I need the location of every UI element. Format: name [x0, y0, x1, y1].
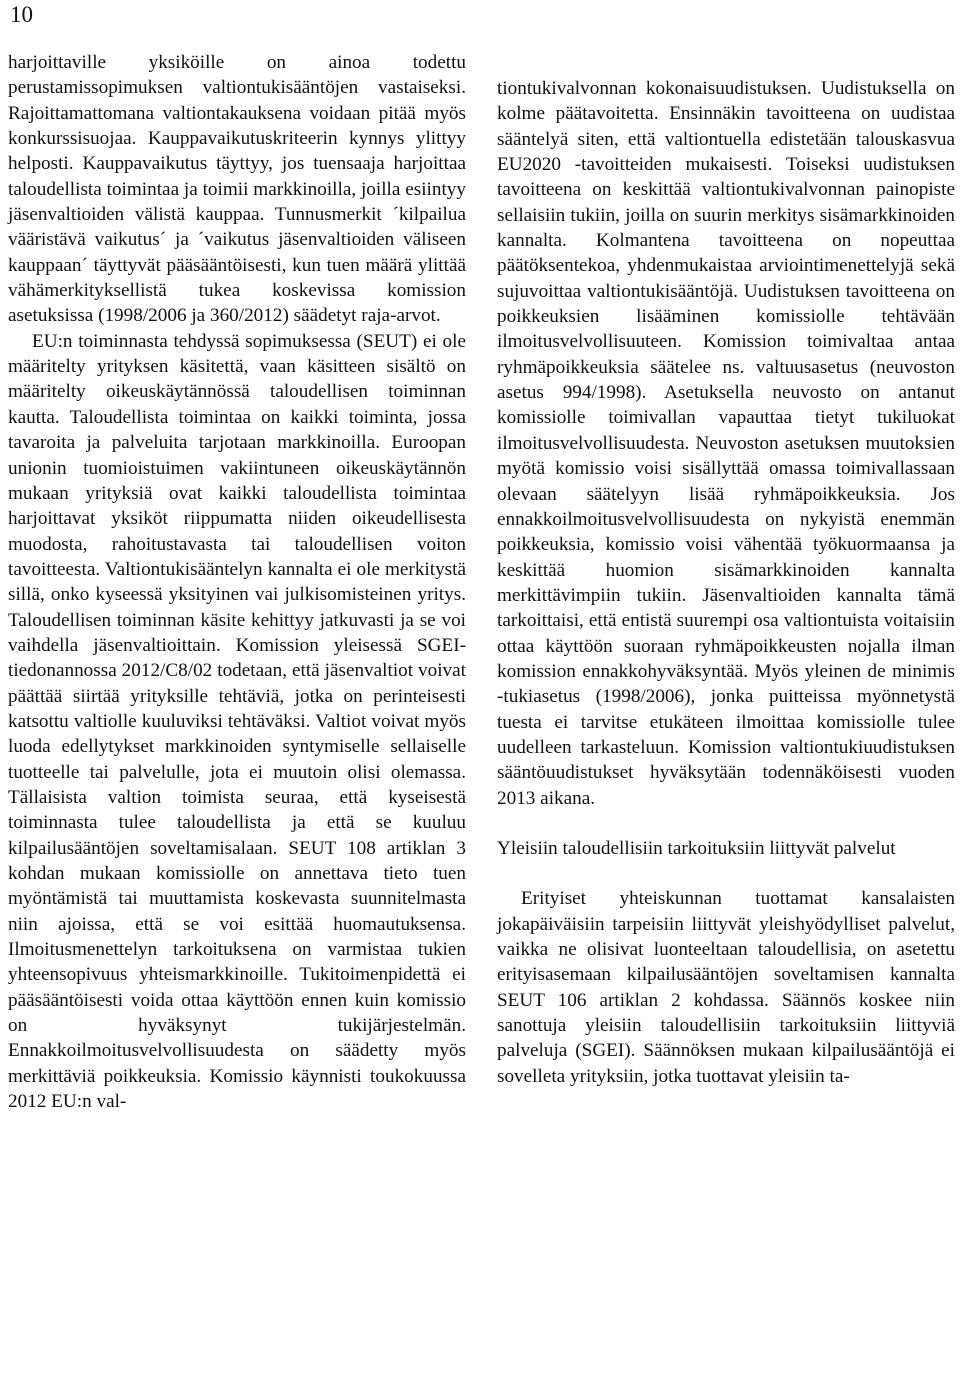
right-column [497, 76, 955, 1089]
left-paragraph-2: EU:n toiminnasta tehdyssä sopimuksessa (SEUT) ei ole määritelty yrityksen käsitettä, vaan käsitteen sisältö on määritelty oikeuskäytännössä taloudellisen toiminnan kautta. Taloudellista toimintaa on kaikki toiminta, jossa tavaroita ja palveluita tarjotaan markkinoilla. Euroopan unionin tuomioistuimen vakiintuneen oikeuskäytännön mukaan yrityksiä ovat kaikki taloudellista toimintaa harjoittavat yksiköt riippumatta niiden oikeudellisesta muodosta, rahoitustavasta tai taloudellisen voiton tavoitteesta. Valtiontukisääntelyn kannalta ei ole merkitystä sillä, onko kyseessä yksityinen vai julkisomisteinen yritys. Taloudellisen toiminnan käsite kehittyy jatkuvasti ja se voi vaihdella jäsenvaltioittain. Komission yleisessä SGEI-tiedonannossa 2012/C8/02 todetaan, että jäsenvaltiot voivat päättää siirtää yrityksille tehtäviä, jotka on perinteisesti katsottu valtiolle kuuluviksi tehtäväksi. Valtiot voivat myös luoda edellytykset markkinoiden syntymiselle sellaiselle tuotteelle tai palvelulle, jota ei muutoin olisi olemassa. Tällaisista valtion toimista seuraa, että kyseisestä toiminnasta tulee taloudellista ja että se kuuluu kilpailusääntöjen soveltamisalaan. SEUT 108 artiklan 3 kohdan mukaan komissiolle on annettava tieto tuen myöntämistä tai muuttamista koskevasta suunnitelmasta niin ajoissa, että se voi esittää huomautuksensa. Ilmoitusmenettelyn tarkoituksena on varmistaa tukien yhteensopivuus yhteismarkkinoille. Tukitoimenpidettä ei pääsääntöisesti voida ottaa käyttöön ennen kuin komissio on hyväksynyt tukijärjestelmän. Ennakkoilmoitusvelvollisuudesta on säädetty myös merkittäviä poikkeuksia. Komissio käynnisti toukokuussa 2012 EU:n val- [8, 330, 466, 1113]
right-paragraph-1: tiontukivalvonnan kokonaisuudistuksen. Uudistuksella on kolme päätavoitetta. Ensinnäkin tavoitteena on uudistaa sääntelyä siten, että valtiontuella edistetään talouskasvua EU2020 -tavoitteiden mukaisesti. Toiseksi uudistuksen tavoitteena on keskittää valtiontukivalvonnan painopiste sellaisiin tukiin, joilla on suurin merkitys sisämarkkinoiden kannalta. Kolmantena tavoitteena on nopeuttaa päätöksentekoa, yhdenmukaistaa arviointimenettelyjä sekä sujuvoittaa valtiontukisääntöjä. Uudistuksen tavoitteena on poikkeuksien lisääminen komissiolle tehtävään ilmoitusvelvollisuuteen. Komission toimivaltaa antaa ryhmäpoikkeuksia säätelee ns. valtuusasetus (neuvoston asetus 994/1998). Asetuksella neuvosto on antanut komissiolle toimivallan vapauttaa tietyt tukiluokat ilmoitusvelvollisuudesta. Neuvoston asetuksen muutoksien myötä komissio voisi sisällyttää omassa toimivallassaan olevaan säätelyyn lisää ryhmäpoikkeuksia. Jos ennakkoilmoitusvelvollisuudesta on nykyistä enemmän poikkeuksia, komissio voisi vähentää työkuormaansa ja keskittää huomion sisämarkkinoiden kannalta merkittävimpiin tukiin. Jäsenvaltioiden kannalta tämä tarkoittaisi, että entistä suurempi osa valtiontuista voitaisiin ottaa käyttöön suoraan ryhmäpoikkeusten nojalla ilman komission ennakkohyväksyntää. Myös yleinen de minimis -tukiasetus (1998/2006), jonka puitteissa myönnetystä tuesta ei tarvitse etukäteen ilmoittaa komissiolle tulee uudelleen tarkasteluun. Komission valtiontukiuudistuksen sääntöuudistukset hyväksytään todennäköisesti vuoden 2013 aikana. [497, 78, 955, 809]
right-paragraph-2: Erityiset yhteiskunnan tuottamat kansalaisten jokapäiväisiin tarpeisiin liittyvät yleishyödylliset palvelut, vaikka ne olisivat luonteeltaan taloudellisia, on asetettu erityisasemaan kilpailusääntöjen soveltamisen kannalta SEUT 106 artiklan 2 kohdassa. Säännös koskee niin sanottuja yleisiin taloudellisiin tarkoituksiin liittyviä palveluja (SGEI). Säännöksen mukaan kilpailusääntöjä ei sovelleta yrityksiin, jotka tuottavat yleisiin ta- [497, 888, 955, 1087]
left-paragraph-1: harjoittaville yksiköille on ainoa todettu perustamissopimuksen valtiontukisääntöjen vastaiseksi. Rajoittamattomana valtiontakauksena voidaan pitää myös konkurssisuojaa. Kauppavaikutuskriteerin kynnys ylittyy helposti. Kauppavaikutus täyttyy, jos tuensaaja harjoittaa taloudellista toimintaa ja toimii markkinoilla, joilla esiintyy jäsenvaltioiden välistä kauppaa. Tunnusmerkit ´kilpailua vääristävä vaikutus´ ja ´vaikutus jäsenvaltioiden väliseen kauppaan´ täyttyvät pääsääntöisesti, kun tuen määrä ylittää vähämerkityksellistä tukea koskevissa komission asetuksissa (1998/2006 ja 360/2012) säädetyt raja-arvot. [8, 52, 466, 327]
left-column [8, 50, 466, 1114]
section-heading: Yleisiin taloudellisiin tarkoituksiin liittyvät palvelut [497, 837, 896, 859]
page-number: 10 [10, 2, 33, 27]
